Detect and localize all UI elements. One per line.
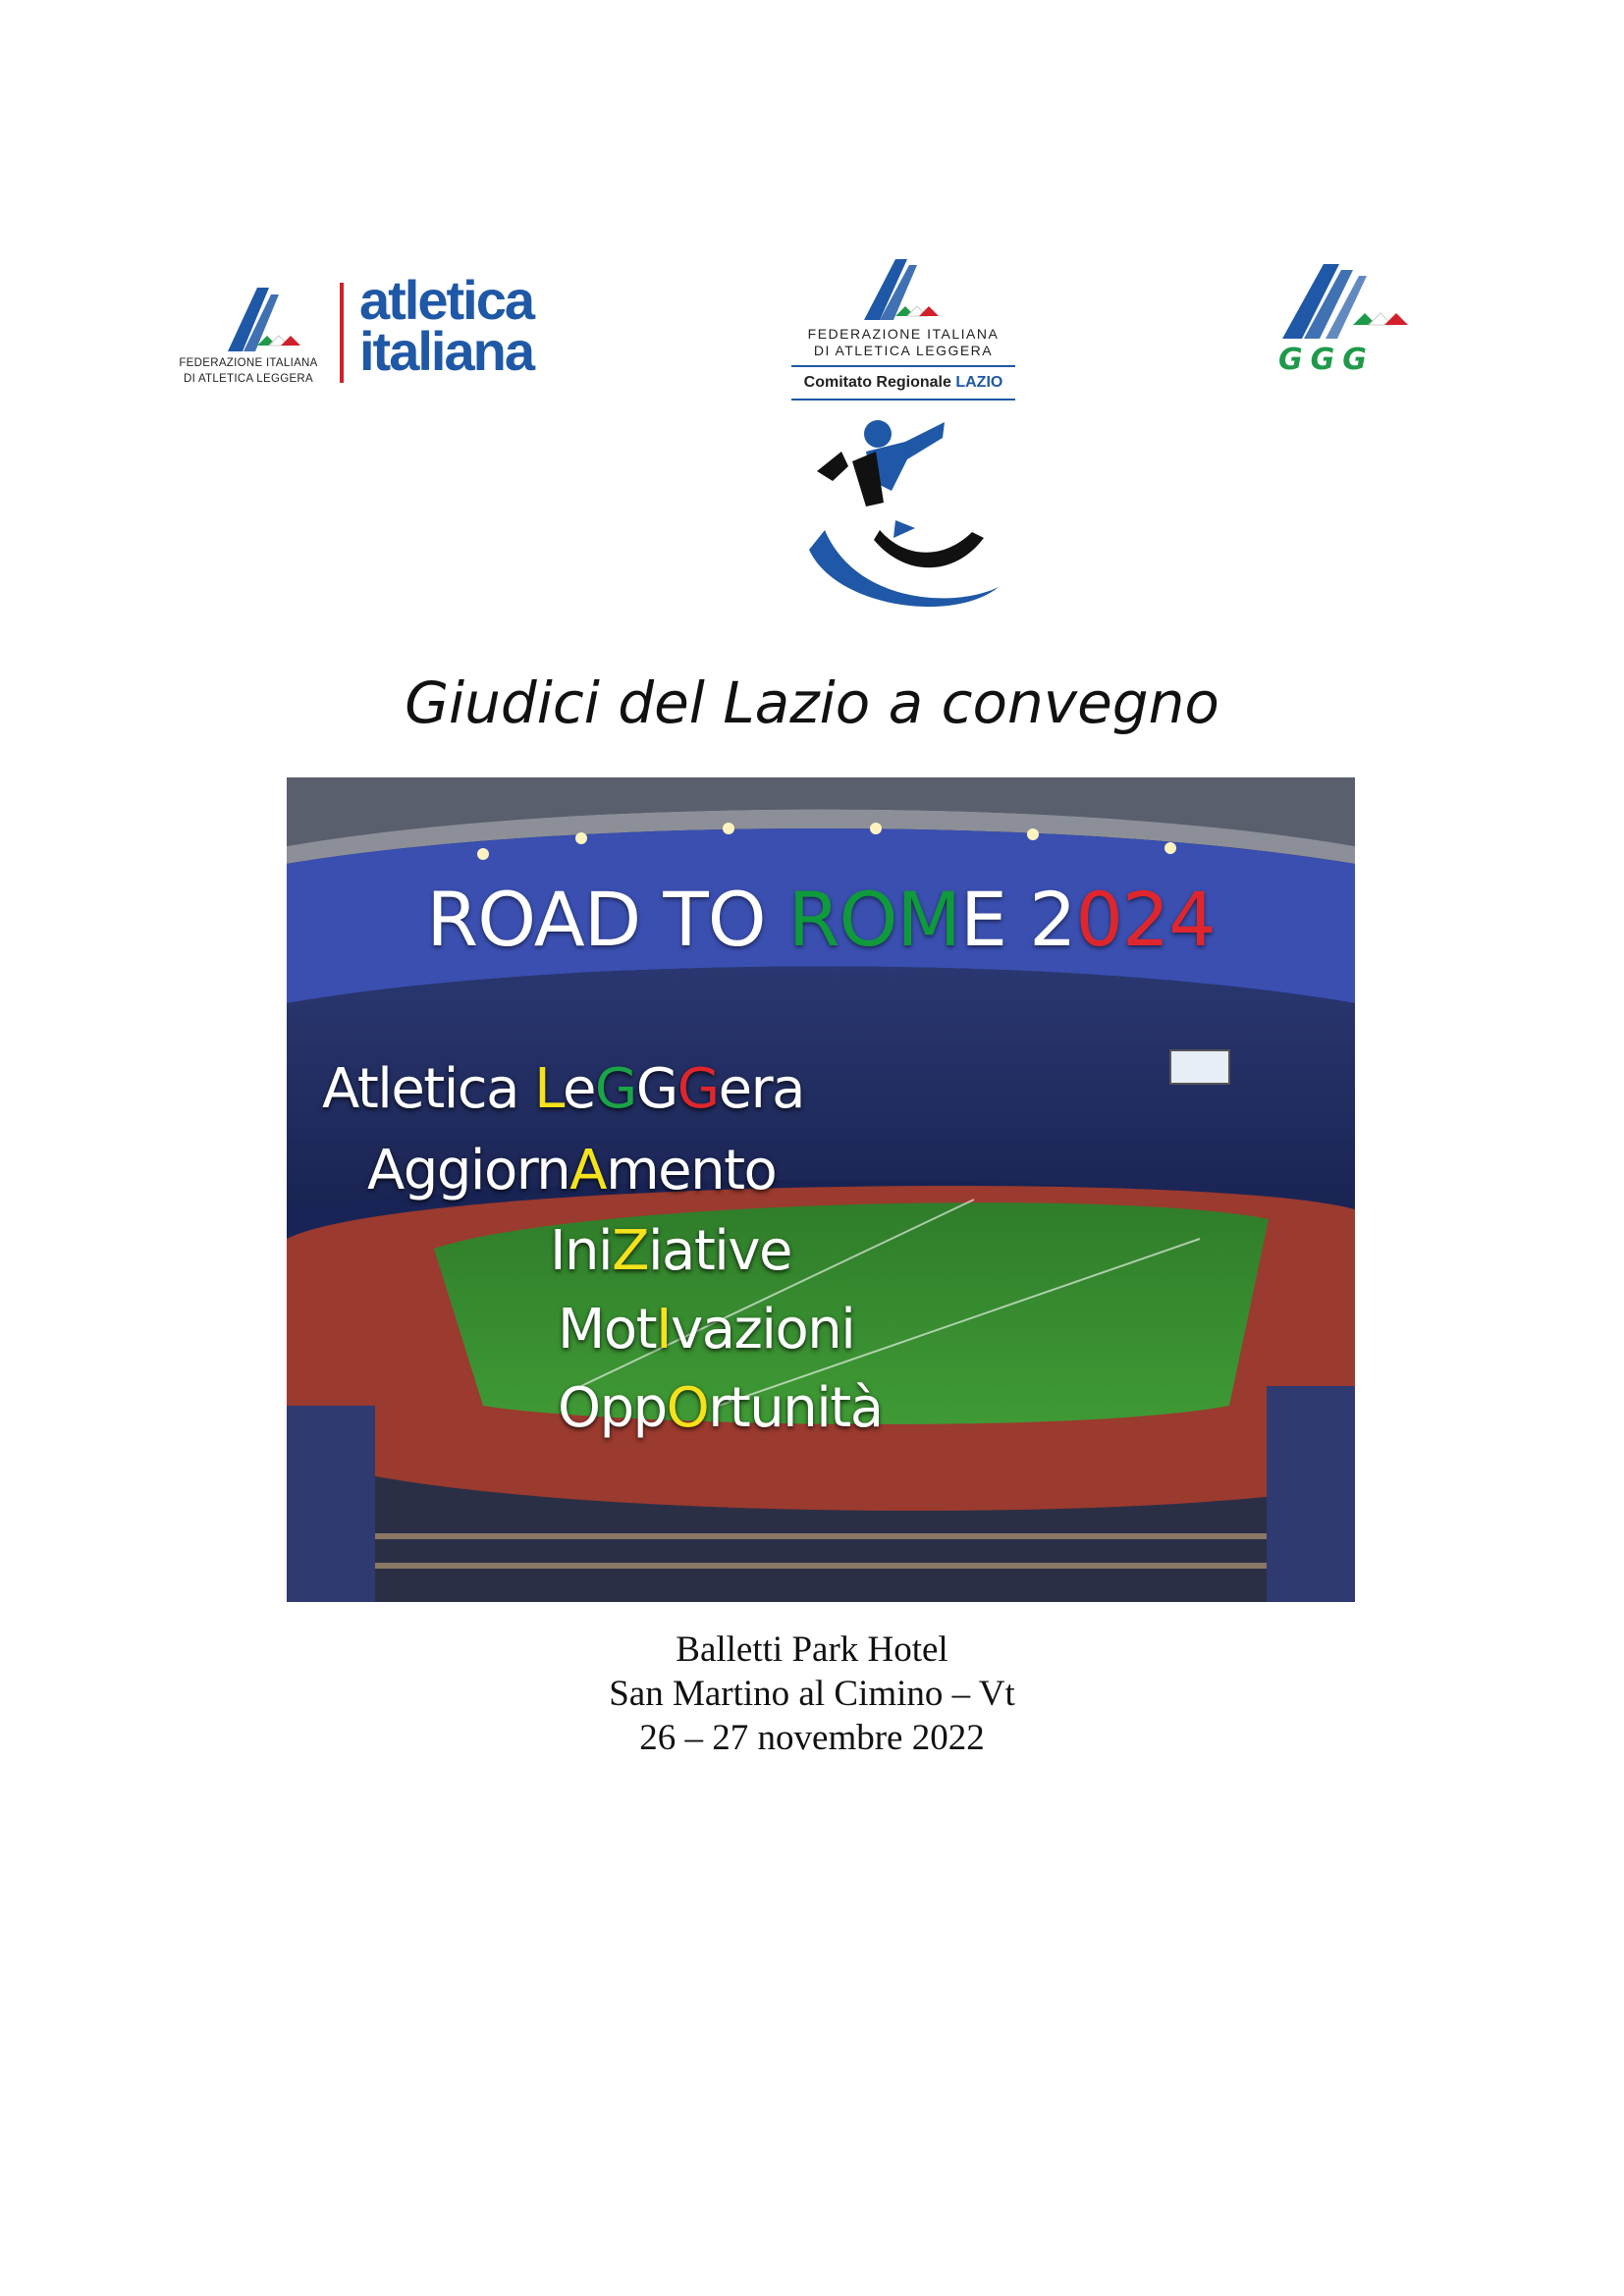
venue-name: Balletti Park Hotel [676,1629,948,1670]
fidal-logo [175,269,558,402]
runner-emblem-icon [797,412,1023,609]
headline-part-green: ROM [787,876,960,963]
ggg-logo [1276,260,1409,383]
acrostic-line-2 [367,1139,776,1202]
acrostic-text: rtunità [708,1376,883,1440]
event-dates: 26 – 27 novembre 2022 [639,1718,985,1758]
headline-part-1: ROAD TO [426,876,788,963]
lazio-federation-line2: DI ATLETICA LEGGERA [813,343,994,358]
acrostic-line-3 [550,1219,791,1283]
lazio-region-text: LAZIO [955,374,1003,391]
acrostic-line-4 [558,1298,854,1362]
acrostic-line-5 [558,1376,883,1440]
fidal-emblem-icon [198,283,316,361]
acrostic-text: Opp [558,1376,667,1440]
acrostic-text: mento [606,1139,777,1202]
acrostic-highlight: I [656,1298,672,1362]
lazio-federation-text [785,326,1021,359]
acrostic-text: e [562,1057,595,1121]
lazio-committee-bar [791,365,1015,400]
acrostic-text: Ini [550,1219,613,1283]
page-title: Giudici del Lazio a convegno [405,669,1219,736]
headline-part-red: 024 [1075,876,1216,963]
venue-info [0,1628,1624,1760]
fidal-brand-text [359,269,533,382]
acrostic-text: Aggiorn [367,1139,570,1202]
acrostic-text: Mot [558,1298,657,1362]
acrostic-text: G [635,1057,677,1121]
event-poster [287,777,1355,1602]
lazio-committee-text: Comitato Regionale [803,374,956,391]
poster-headline [287,876,1355,963]
acrostic-highlight-red: G [677,1057,719,1121]
acrostic-highlight: A [569,1139,607,1202]
fidal-federation-text [175,355,322,387]
lazio-emblem-icon [844,255,962,324]
fidal-brand-line1: atletica [359,269,533,331]
acrostic-highlight-green: G [594,1057,636,1121]
fidal-brand-line2: italiana [359,320,533,382]
headline-part-2: E 2 [959,876,1076,963]
acrostic-line-1 [322,1057,804,1121]
acrostic-highlight: Z [612,1219,648,1283]
fidal-federation-line1: FEDERAZIONE ITALIANA [179,357,318,369]
venue-location: San Martino al Cimino – Vt [609,1674,1015,1714]
acrostic-text: iative [647,1219,791,1283]
acrostic-highlight: L [534,1057,563,1121]
fidal-federation-line2: DI ATLETICA LEGGERA [183,373,314,385]
acrostic-text: vazioni [671,1298,855,1362]
fidal-separator [340,283,344,383]
lazio-federation-line1: FEDERAZIONE ITALIANA [807,326,1000,342]
acrostic-text: Atletica [322,1057,535,1121]
acrostic-highlight: O [666,1376,709,1440]
ggg-letters: GGG [1278,343,1375,377]
acrostic-text: era [718,1057,804,1121]
lazio-committee-logo [785,255,1021,609]
